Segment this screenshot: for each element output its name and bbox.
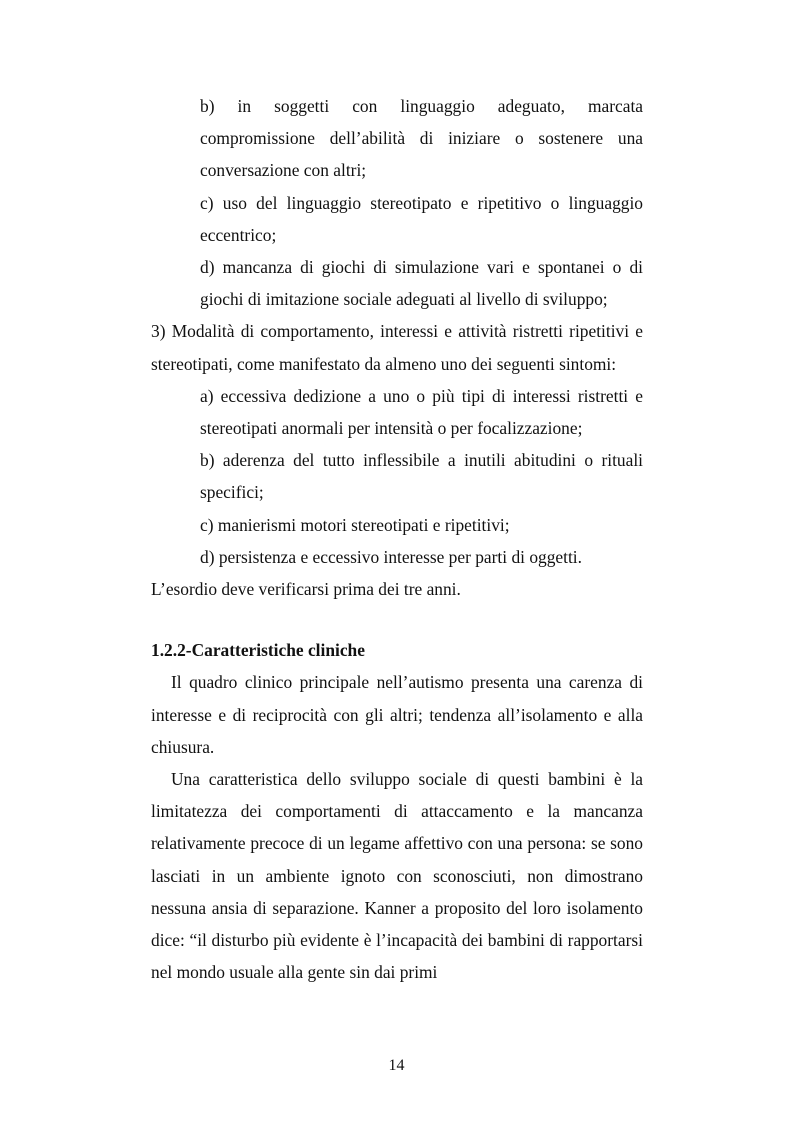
criterion-3: 3) Modalità di comportamento, interessi e attività ristretti ripetitivi e stereotipati, come manifestato da almeno uno dei seguenti sintomi:	[151, 321, 643, 374]
paragraph-1: Il quadro clinico principale nell’autismo presenta una carenza di interesse e di reciprocità con gli altri; tendenza all’isolamento e alla chiusura.	[151, 672, 643, 757]
list-item-bottom-c: c) manierismi motori stereotipati e ripetitivi;	[200, 514, 510, 535]
paragraph-2: Una caratteristica dello sviluppo sociale di questi bambini è la limitatezza dei comportamenti di attaccamento e la mancanza relativamente precoce di un legame affettivo con una persona: se sono lasciati in un ambiente ignoto con sconosciuti, non dimostrano nessuna ansia di separazione. Kanner a proposito del loro isolamento dice: “il disturbo più evidente è l’incapacità dei bambini di rapportarsi nel mondo usuale alla gente sin dai primi	[151, 769, 643, 983]
section-heading: 1.2.2-Caratteristiche cliniche	[151, 640, 365, 661]
list-item-bottom-d: d) persistenza e eccessivo interesse per parti di oggetti.	[200, 546, 582, 567]
list-item-top-b: b) in soggetti con linguaggio adeguato, marcata compromissione dell’abilità di iniziare o sostenere una conversazione con altri;	[200, 96, 643, 181]
list-item-bottom-b: b) aderenza del tutto inflessibile a inutili abitudini o rituali specifici;	[200, 450, 643, 503]
page-number: 14	[388, 1057, 405, 1074]
list-item-top-d: d) mancanza di giochi di simulazione vari e spontanei o di giochi di imitazione sociale adeguati al livello di sviluppo;	[200, 257, 643, 310]
onset-note: L’esordio deve verificarsi prima dei tre anni.	[151, 579, 461, 600]
list-item-bottom-a: a) eccessiva dedizione a uno o più tipi di interessi ristretti e stereotipati anormali per intensità o per focalizzazione;	[200, 385, 643, 439]
page-body	[151, 90, 643, 988]
section-spacer	[151, 605, 643, 634]
list-item-top-c: c) uso del linguaggio stereotipato e ripetitivo o linguaggio eccentrico;	[200, 192, 643, 245]
